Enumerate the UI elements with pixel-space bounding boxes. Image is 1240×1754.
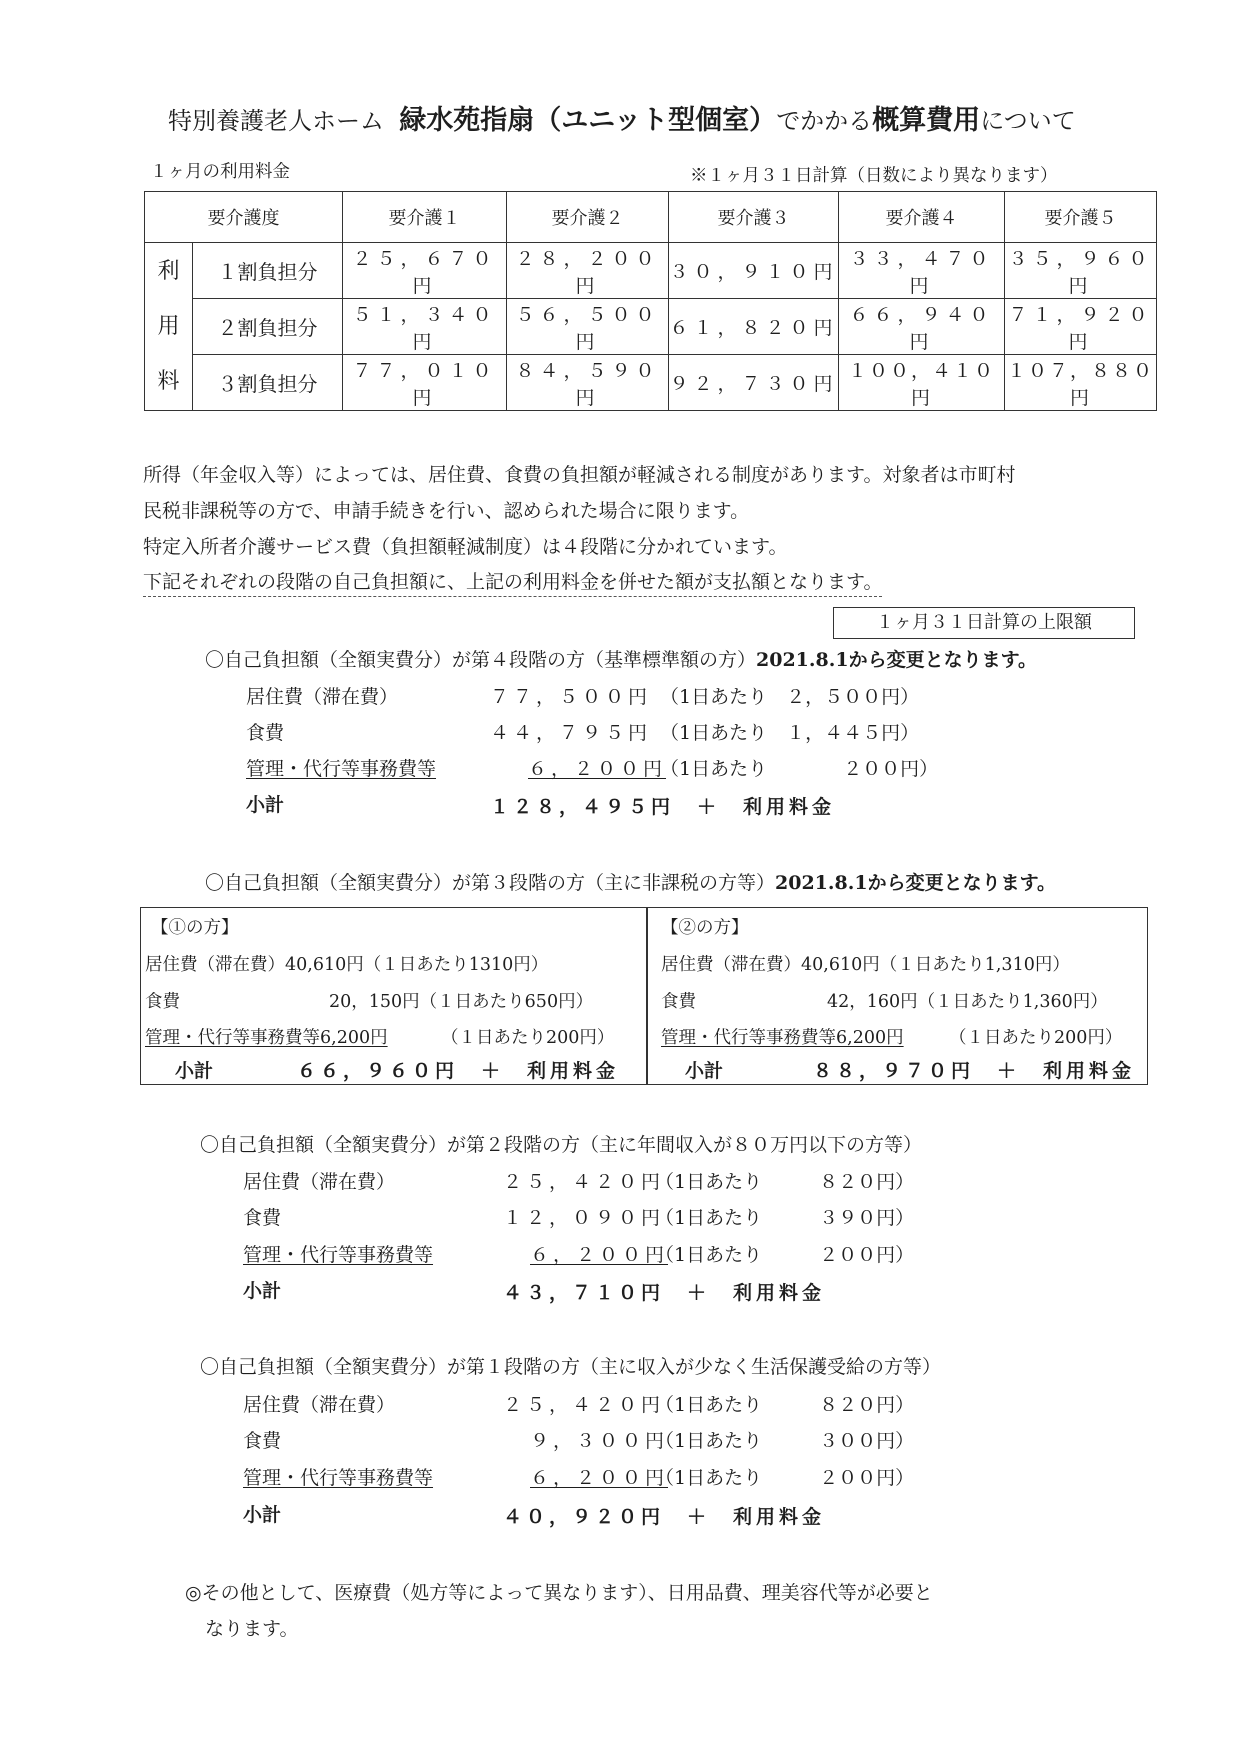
- other-note-line1: ◎その他として、医療費（処方等によって異なります）、日用品費、理美容代等が必要と: [185, 1582, 933, 1604]
- fee-cell: ９２，７３０円: [669, 355, 839, 411]
- stage4-subtotal: １２８，４９５円 ＋ 利用料金: [490, 796, 836, 818]
- stage4-rent-label: 居住費（滞在費）: [246, 686, 399, 708]
- fee-cell: ２５，６７０円: [343, 243, 507, 299]
- table-row: [145, 299, 1157, 355]
- stage2-subtotal: ４３，７１０円 ＋ 利用料金: [503, 1282, 826, 1304]
- stage3-2-admin-label: 管理・代行等事務費等6,200円: [661, 1028, 904, 1048]
- note-line: 下記それぞれの段階の自己負担額に、上記の利用料金を併せた額が支払額となります。: [143, 567, 882, 597]
- stage4-rent-amount: ７７，５００円: [490, 686, 652, 708]
- stage4-heading-text: 〇自己負担額（全額実費分）が第４段階の方（基準標準額の方）: [205, 649, 757, 671]
- note-line: 民税非課税等の方で、申請手続きを行い、認められた場合に限ります。: [143, 500, 750, 522]
- fee-col-header: 要介護１: [343, 192, 507, 243]
- note-line: 特定入所者介護サービス費（負担額軽減制度）は４段階に分かれています。: [143, 536, 788, 558]
- monthly-label: １ヶ月の利用料金: [150, 162, 290, 182]
- note-line: 所得（年金収入等）によっては、居住費、食費の負担額が軽減される制度があります。対象者は市町村: [143, 464, 1016, 486]
- stage2-food-day: （1日あたり ３９０円）: [655, 1207, 915, 1229]
- title-prefix: 特別養護老人ホーム: [168, 107, 384, 135]
- stage4-food-amount: ４４，７９５円: [490, 722, 652, 744]
- stage3-heading-bold: 2021.8.1から変更となります。: [775, 872, 1057, 894]
- stage3-2-subtotal: ８８，９７０円 ＋ 利用料金: [813, 1060, 1136, 1082]
- fee-cell: ３０，９１０円: [669, 243, 839, 299]
- fee-cell: ８４，５９０円: [507, 355, 669, 411]
- fee-cell: １０７，８８０円: [1005, 355, 1157, 411]
- title-facility: 緑水苑指扇（ユニット型個室）: [399, 105, 777, 136]
- stage2-food-amount: １２，０９０円: [503, 1207, 665, 1229]
- stage2-admin-day: （1日あたり ２００円）: [655, 1244, 915, 1266]
- stage4-rent-day: （1日あたり ２，５００円）: [660, 686, 920, 708]
- title-suffix-a: でかかる: [776, 107, 873, 135]
- fee-cell: ７１，９２０円: [1005, 299, 1157, 355]
- fee-header-label: 要介護度: [145, 192, 343, 243]
- fee-col-header: 要介護５: [1005, 192, 1157, 243]
- calc-note: ※１ヶ月３１日計算（日数により異なります）: [690, 166, 1058, 186]
- stage3-1-rent: 居住費（滞在費）40,610円（１日あたり1310円）: [145, 955, 549, 975]
- stage2-rent-amount: ２５，４２０円: [503, 1171, 665, 1193]
- side-char: 用: [157, 314, 180, 339]
- table-row: [145, 243, 1157, 299]
- stage3-2-admin-day: （１日あたり200円）: [949, 1028, 1123, 1048]
- fee-cell: ６６，９４０円: [839, 299, 1005, 355]
- fee-side-label: [145, 243, 193, 411]
- stage1-subtotal-label: 小計: [243, 1504, 282, 1526]
- stage1-rent-label: 居住費（滞在費）: [243, 1394, 396, 1416]
- stage3-1-admin-label: 管理・代行等事務費等6,200円: [145, 1028, 388, 1048]
- side-char: 利: [157, 259, 180, 284]
- fee-cell: ５１，３４０円: [343, 299, 507, 355]
- stage1-food-day: （1日あたり ３００円）: [655, 1430, 915, 1452]
- fee-cell: ７７，０１０円: [343, 355, 507, 411]
- stage3-2-food: 42，160円（１日あたり1,360円）: [827, 992, 1108, 1012]
- title-suffix-c: について: [980, 107, 1076, 135]
- table-row: [145, 355, 1157, 411]
- stage3-2-food-label: 食費: [661, 992, 696, 1012]
- stage3-1-admin-day: （１日あたり200円）: [441, 1028, 615, 1048]
- row-label: ３割負担分: [193, 355, 343, 411]
- stage1-food-amount: ９，３００円: [530, 1430, 669, 1452]
- stage4-admin-label: 管理・代行等事務費等: [246, 758, 437, 780]
- fee-cell: ３５，９６０円: [1005, 243, 1157, 299]
- stage1-admin-label: 管理・代行等事務費等: [243, 1467, 434, 1489]
- stage3-box-2: [646, 907, 1148, 1085]
- stage3-1-food-label: 食費: [145, 992, 180, 1012]
- stage2-subtotal-label: 小計: [243, 1280, 282, 1302]
- stage2-admin-label: 管理・代行等事務費等: [243, 1244, 434, 1266]
- stage3-2-rent: 居住費（滞在費）40,610円（１日あたり1,310円）: [661, 955, 1070, 975]
- stage1-admin-day: （1日あたり ２００円）: [655, 1467, 915, 1489]
- stage4-food-day: （1日あたり １，４４５円）: [660, 722, 920, 744]
- stage4-food-label: 食費: [246, 722, 285, 744]
- stage4-heading: [205, 645, 1037, 672]
- stage4-subtotal-label: 小計: [246, 794, 285, 816]
- stage3-1-title: 【①の方】: [151, 918, 239, 938]
- stage1-admin-amount: ６，２００円: [530, 1467, 669, 1489]
- fee-cell: ６１，８２０円: [669, 299, 839, 355]
- stage2-admin-amount: ６，２００円: [530, 1244, 669, 1266]
- limit-box: １ヶ月３１日計算の上限額: [833, 607, 1135, 639]
- stage2-heading: 〇自己負担額（全額実費分）が第２段階の方（主に年間収入が８０万円以下の方等）: [200, 1134, 923, 1156]
- stage3-1-subtotal: ６６，９６０円 ＋ 利用料金: [297, 1060, 620, 1082]
- stage2-rent-label: 居住費（滞在費）: [243, 1171, 396, 1193]
- stage3-2-subtotal-label: 小計: [685, 1060, 724, 1082]
- stage3-2-title: 【②の方】: [661, 918, 749, 938]
- stage4-heading-bold: 2021.8.1から変更となります。: [756, 649, 1038, 671]
- stage3-1-food: 20，150円（１日あたり650円）: [329, 992, 594, 1012]
- stage1-rent-day: （1日あたり ８２０円）: [655, 1394, 915, 1416]
- fee-col-header: 要介護３: [669, 192, 839, 243]
- fee-col-header: 要介護２: [507, 192, 669, 243]
- row-label: １割負担分: [193, 243, 343, 299]
- stage3-box-1: [140, 907, 648, 1085]
- stage4-admin-day: （1日あたり ２００円）: [660, 758, 939, 780]
- other-note-line2: なります。: [205, 1618, 299, 1640]
- stage1-rent-amount: ２５，４２０円: [503, 1394, 665, 1416]
- stage3-heading-text: 〇自己負担額（全額実費分）が第３段階の方（主に非課税の方等）: [205, 872, 776, 894]
- stage2-rent-day: （1日あたり ８２０円）: [655, 1171, 915, 1193]
- stage1-food-label: 食費: [243, 1430, 282, 1452]
- side-char: 料: [157, 369, 180, 394]
- fee-col-header: 要介護４: [839, 192, 1005, 243]
- stage3-heading: [205, 868, 1056, 895]
- row-label: ２割負担分: [193, 299, 343, 355]
- stage3-1-subtotal-label: 小計: [175, 1060, 214, 1082]
- fee-cell: ３３，４７０円: [839, 243, 1005, 299]
- fee-cell: １００，４１０円: [839, 355, 1005, 411]
- fee-cell: ２８，２００円: [507, 243, 669, 299]
- page-title: [168, 98, 1076, 137]
- title-suffix-b: 概算費用: [872, 105, 981, 136]
- stage1-subtotal: ４０，９２０円 ＋ 利用料金: [503, 1506, 826, 1528]
- fee-table: [144, 191, 1157, 411]
- stage4-admin-amount: ６，２００円: [528, 758, 667, 780]
- fee-cell: ５６，５００円: [507, 299, 669, 355]
- stage2-food-label: 食費: [243, 1207, 282, 1229]
- stage1-heading: 〇自己負担額（全額実費分）が第１段階の方（主に収入が少なく生活保護受給の方等）: [200, 1356, 942, 1378]
